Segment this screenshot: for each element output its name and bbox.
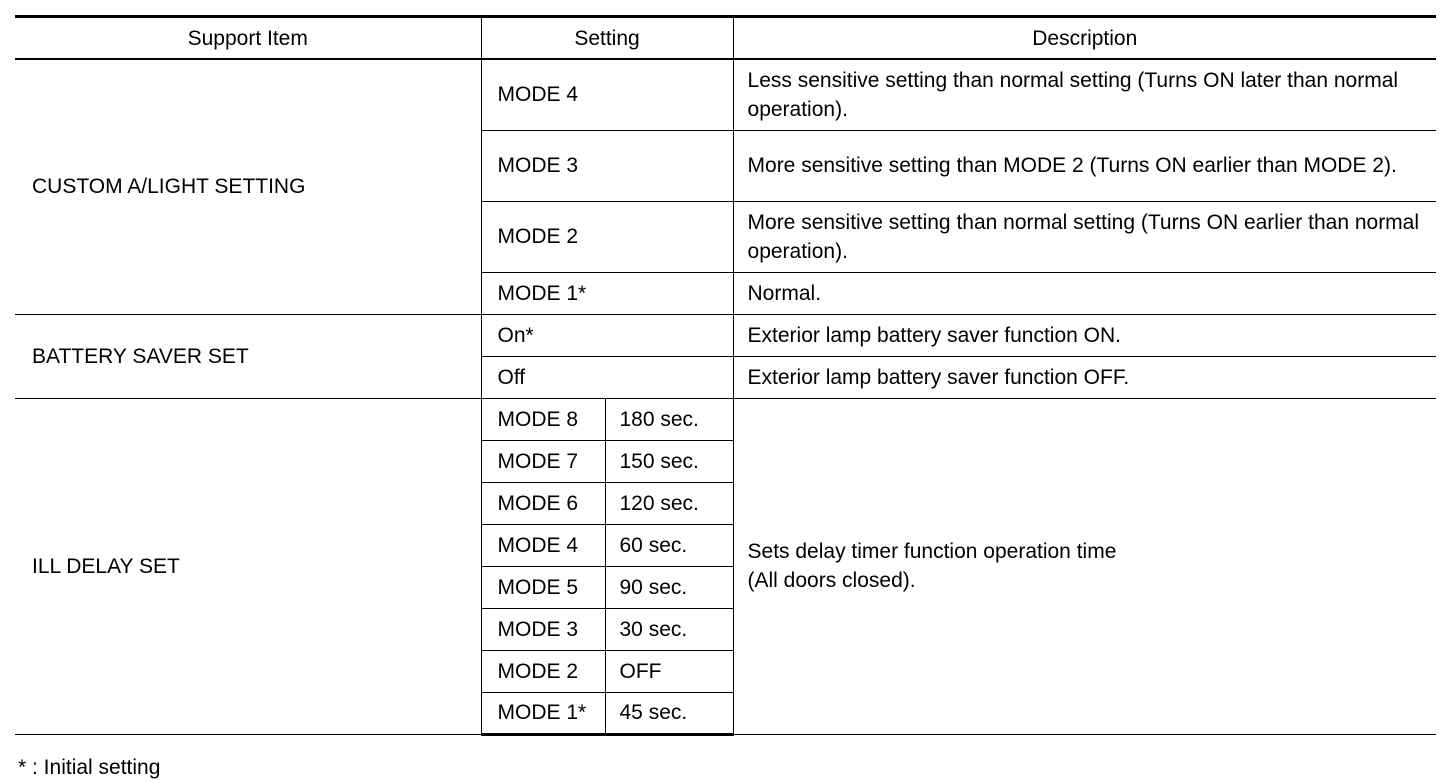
description-cell: More sensitive setting than MODE 2 (Turns ON earlier than MODE 2). [733,130,1436,201]
time-cell: 180 sec. [605,398,733,440]
description-line: Sets delay timer function operation time [747,540,1117,563]
time-cell: OFF [605,650,733,692]
description-cell: Less sensitive setting than normal setting (Turns ON later than normal operation). [733,59,1436,130]
mode-cell: MODE 1* [481,692,605,734]
setting-cell: On* [481,314,733,356]
item-battery-saver: BATTERY SAVER SET [15,314,481,398]
mode-cell: MODE 5 [481,566,605,608]
time-cell: 150 sec. [605,440,733,482]
mode-cell: MODE 2 [481,650,605,692]
support-item-table [15,15,1436,736]
mode-cell: MODE 6 [481,482,605,524]
mode-cell: MODE 4 [481,524,605,566]
time-cell: 45 sec. [605,692,733,734]
header-description: Description [733,17,1436,60]
description-cell: Exterior lamp battery saver function ON. [733,314,1436,356]
setting-cell: MODE 3 [481,130,733,201]
header-setting: Setting [481,17,733,60]
mode-cell: MODE 3 [481,608,605,650]
mode-cell: MODE 7 [481,440,605,482]
header-support-item: Support Item [15,17,481,60]
setting-cell: MODE 1* [481,272,733,314]
table-row [15,314,1436,356]
time-cell: 30 sec. [605,608,733,650]
description-ill-delay [733,398,1436,734]
item-custom-alight: CUSTOM A/LIGHT SETTING [15,59,481,314]
table-header-row [15,17,1436,60]
description-cell: Normal. [733,272,1436,314]
description-cell: More sensitive setting than normal setting (Turns ON earlier than normal operation). [733,201,1436,272]
time-cell: 60 sec. [605,524,733,566]
setting-cell: MODE 4 [481,59,733,130]
mode-cell: MODE 8 [481,398,605,440]
table-row [15,398,1436,440]
setting-cell: Off [481,356,733,398]
item-ill-delay: ILL DELAY SET [15,398,481,734]
description-line: (All doors closed). [747,569,916,592]
setting-cell: MODE 2 [481,201,733,272]
description-cell: Exterior lamp battery saver function OFF. [733,356,1436,398]
time-cell: 90 sec. [605,566,733,608]
footnote: * : Initial setting [18,756,161,779]
table-row [15,59,1436,130]
time-cell: 120 sec. [605,482,733,524]
